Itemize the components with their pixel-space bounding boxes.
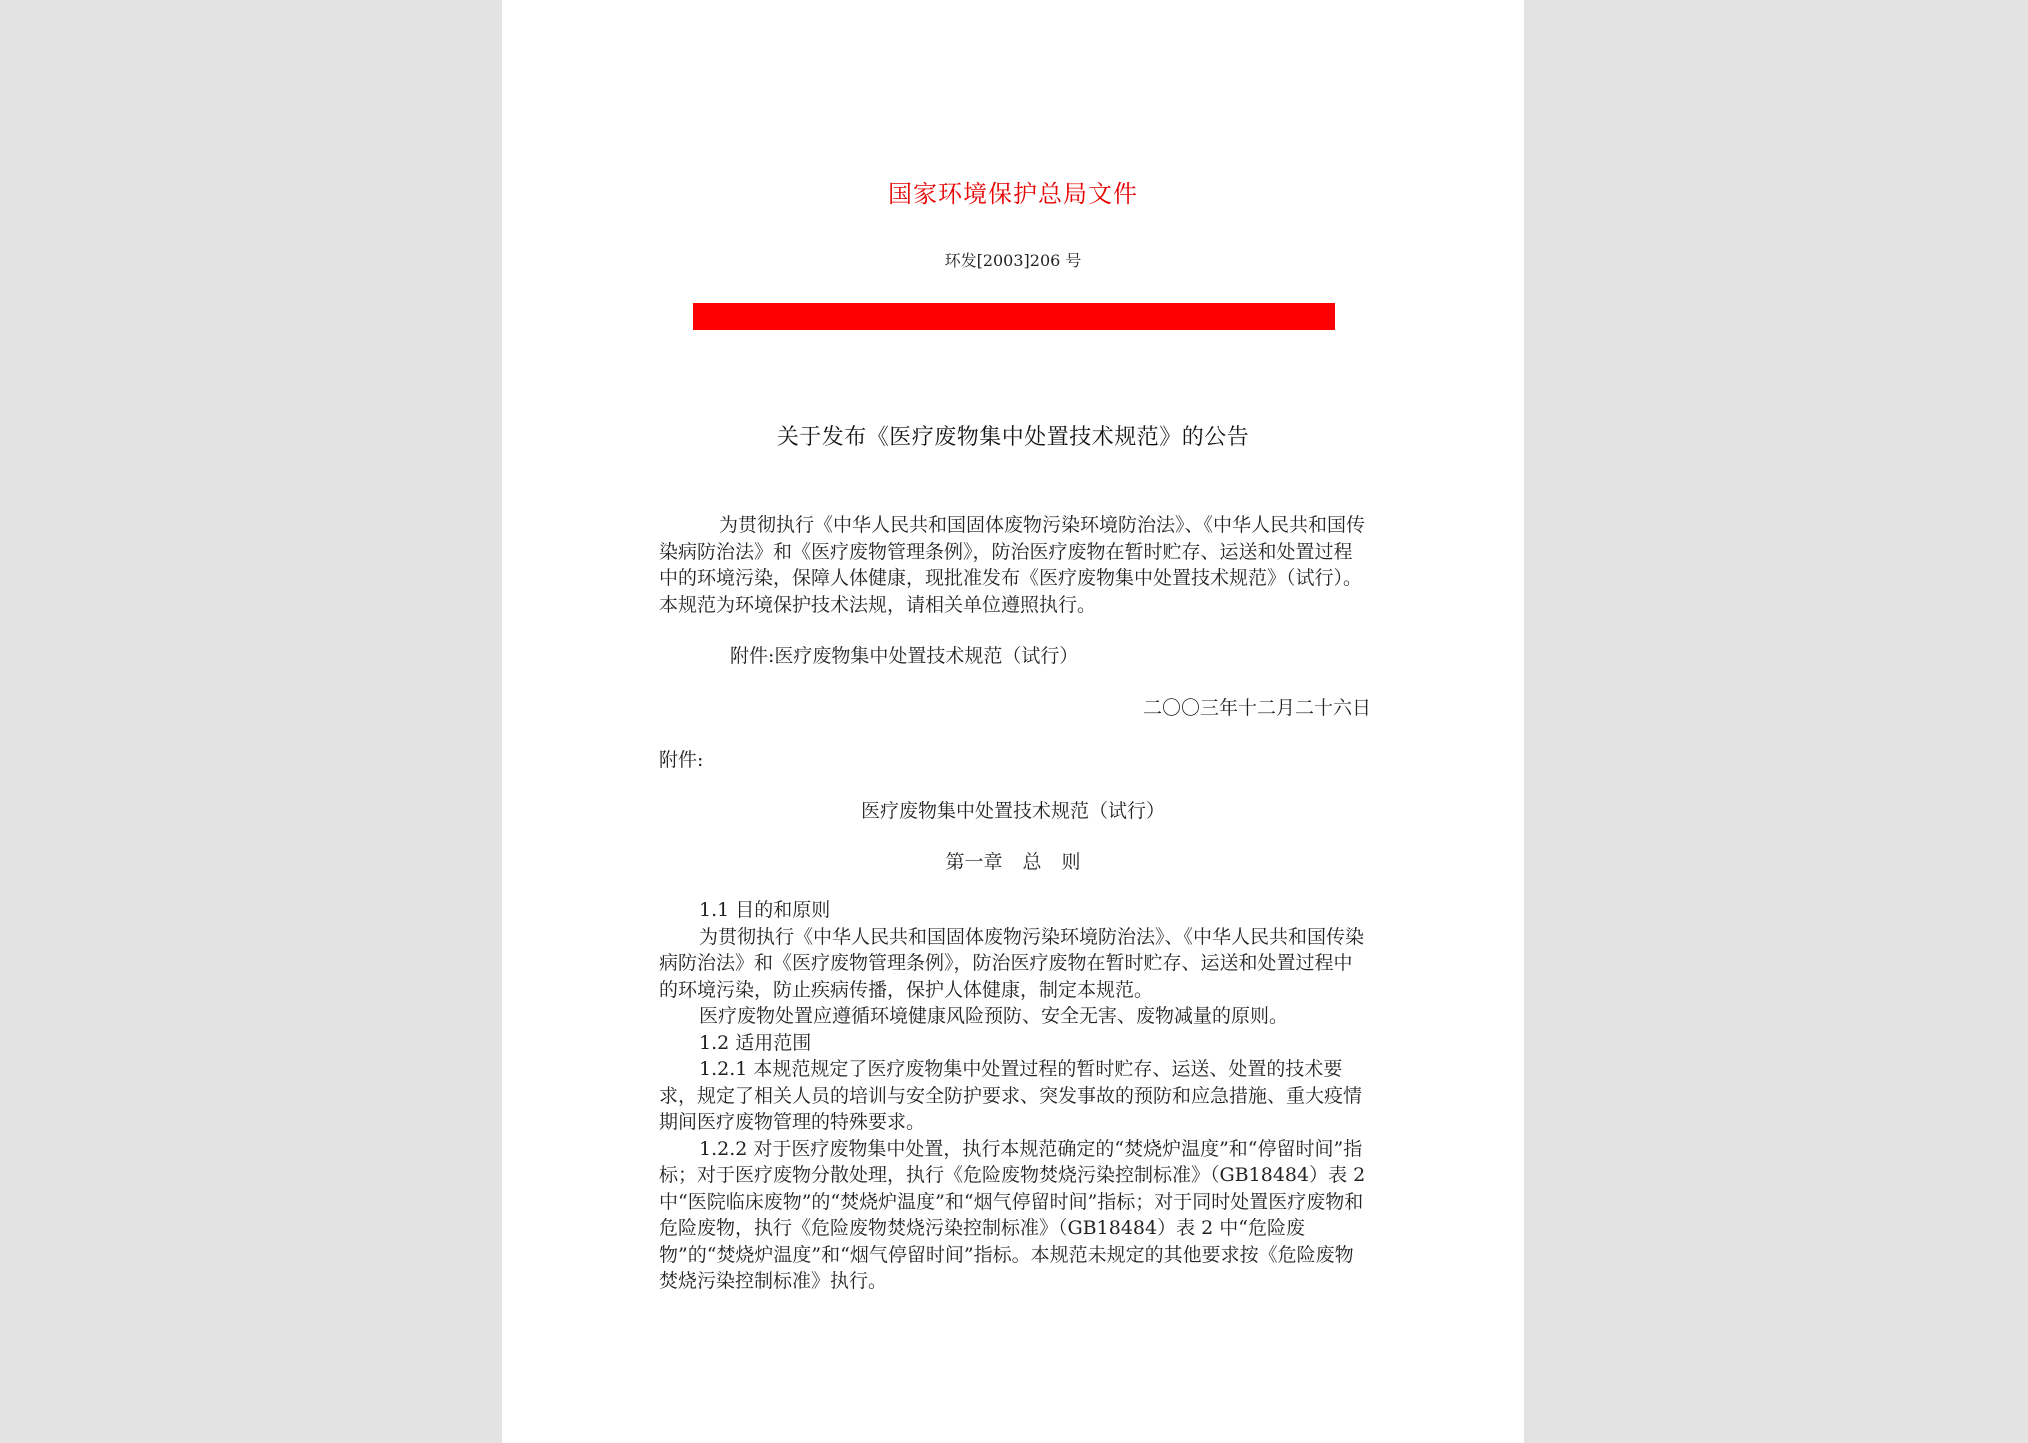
section-paragraph: 1.2.2 对于医疗废物集中处置，执行本规范确定的“焚烧炉温度”和“停留时间”指标；对于医疗废物分散处理，执行《危险废物焚烧污染控制标准》（GB18484）表 2 中“医院临床废物”的“焚烧炉温度”和“烟气停留时间”指标；对于同时处置医疗废物和危险废物，执行《危险废物焚烧污染控制标准》（GB18484）表 2 中“危险废物”的“焚烧炉温度”和“烟气停留时间”指标。本规范未规定的其他要求按《危险废物焚烧污染控制标准》执行。 <box>659 1137 1366 1292</box>
section-paragraph: 为贯彻执行《中华人民共和国固体废物污染环境防治法》、《中华人民共和国传染病防治法》和《医疗废物管理条例》，防治医疗废物在暂时贮存、运送和处置过程中的环境污染，防止疾病传播，保护人体健康，制定本规范。 <box>659 925 1365 1001</box>
document-number: 环发[2003]206 号 <box>944 251 1082 270</box>
section-paragraph: 1.2.1 本规范规定了医疗废物集中处置过程的暂时贮存、运送、处置的技术要求，规定了相关人员的培训与安全防护要求、突发事故的预防和应急措施、重大疫情期间医疗废物管理的特殊要求。 <box>659 1058 1363 1133</box>
notice-title: 关于发布《医疗废物集中处置技术规范》的公告 <box>776 425 1250 450</box>
issuer-title: 国家环境保护总局文件 <box>888 180 1138 208</box>
notice-paragraph: 为贯彻执行《中华人民共和国固体废物污染环境防治法》、《中华人民共和国传染病防治法》和《医疗废物管理条例》，防治医疗废物在暂时贮存、运送和处置过程中的环境污染，保障人体健康，现批准发布《医疗废物集中处置技术规范》（试行）。本规范为环境保护技术法规，请相关单位遵照执行。 <box>659 514 1366 616</box>
red-divider-bar <box>693 303 1335 330</box>
chapter-title: 第一章 总 则 <box>945 851 1081 873</box>
chapter-content <box>659 897 1371 1295</box>
spec-title: 医疗废物集中处置技术规范（试行） <box>860 800 1165 822</box>
issue-date: 二〇〇三年十二月二十六日 <box>1142 697 1371 719</box>
section-paragraph: 医疗废物处置应遵循环境健康风险预防、安全无害、废物减量的原则。 <box>699 1005 1289 1027</box>
document-page <box>502 0 1524 1443</box>
section-heading: 1.1 目的和原则 <box>699 899 831 921</box>
attachment-label: 附件: <box>659 749 704 771</box>
attachment-reference: 附件:医疗废物集中处置技术规范（试行） <box>730 645 1079 667</box>
section-heading: 1.2 适用范围 <box>699 1031 812 1054</box>
